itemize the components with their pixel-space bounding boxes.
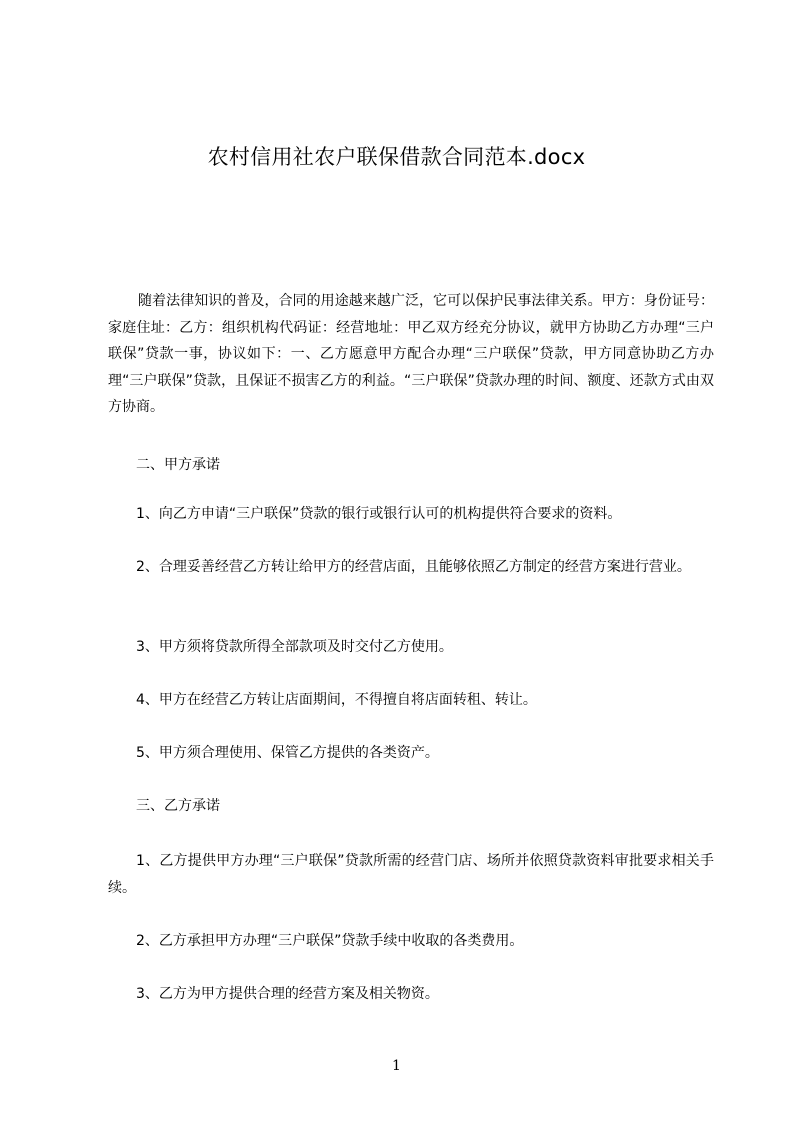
section-3-item-2: 2、乙方承担甲方办理“三户联保”贷款手续中收取的各类费用。	[136, 933, 524, 949]
section-2-item-3: 3、甲方须将贷款所得全部款项及时交付乙方使用。	[136, 639, 453, 655]
section-2-heading: 二、甲方承诺	[136, 457, 220, 473]
section-3-item-3: 3、乙方为甲方提供合理的经营方案及相关物资。	[136, 986, 439, 1002]
intro-paragraph: 随着法律知识的普及，合同的用途越来越广泛，它可以保护民事法律关系。甲方：身份证号：家庭住址：乙方：组织机构代码证：经营地址：甲乙双方经充分协议，就甲方协助乙方办理“三户联保”贷款一事，协议如下：一、乙方愿意甲方配合办理“三户联保”贷款，甲方同意协助乙方办理“三户联保”贷款，且保证不损害乙方的利益。“三户联保”贷款办理的时间、额度、还款方式由双方协商。	[108, 293, 714, 415]
page-number: 1	[392, 1058, 401, 1074]
section-2-item-2: 2、合理妥善经营乙方转让给甲方的经营店面，且能够依照乙方制定的经营方案进行营业。	[136, 559, 691, 575]
section-2-item-1: 1、向乙方申请“三户联保”贷款的银行或银行认可的机构提供符合要求的资料。	[136, 506, 622, 522]
section-2-item-4: 4、甲方在经营乙方转让店面期间，不得擅自将店面转租、转让。	[136, 692, 537, 708]
section-3-heading: 三、乙方承诺	[136, 798, 220, 814]
document-title: 农村信用社农户联保借款合同范本.docx	[207, 145, 586, 169]
section-3-item-1: 1、乙方提供甲方办理“三户联保”贷款所需的经营门店、场所并依照贷款资料审批要求相关手续。	[108, 853, 714, 896]
section-2-item-5: 5、甲方须合理使用、保管乙方提供的各类资产。	[136, 745, 439, 761]
